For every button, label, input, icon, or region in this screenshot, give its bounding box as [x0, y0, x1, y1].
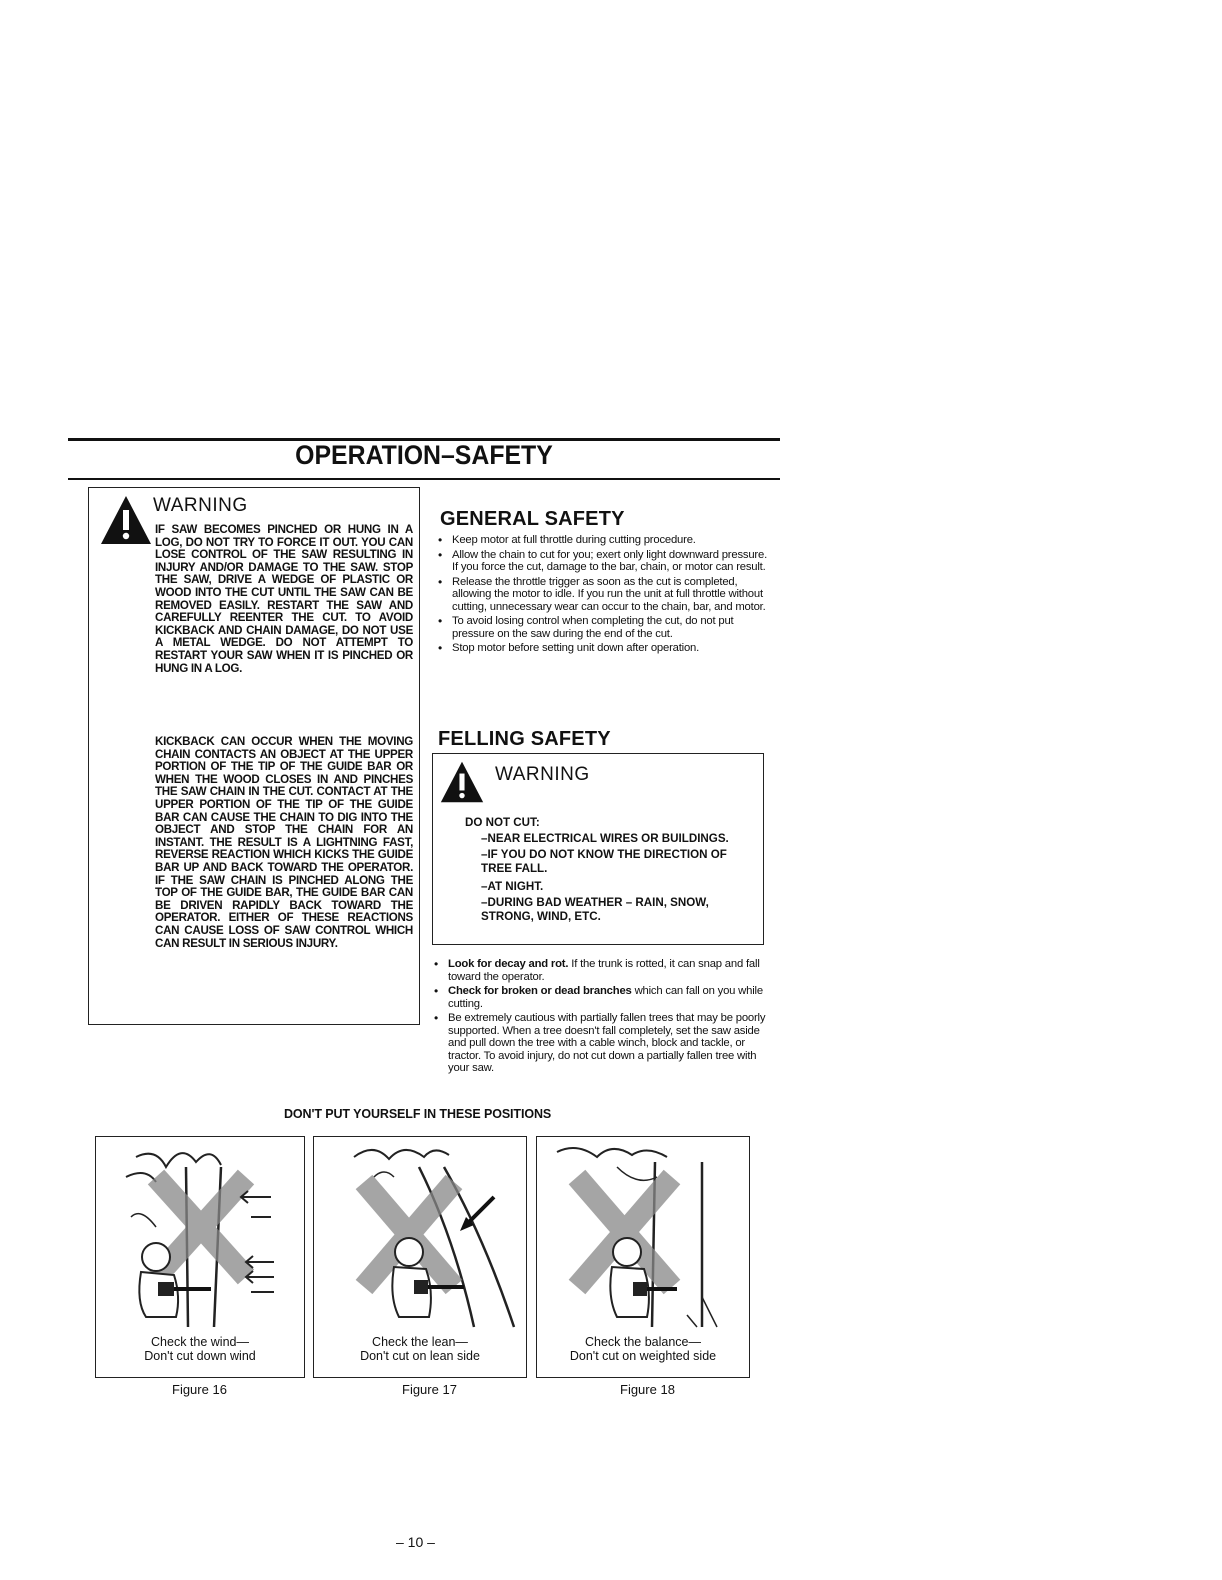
tree-lean-illustration [314, 1137, 526, 1333]
felling-warning-box [432, 753, 764, 945]
list-item: • Keep motor at full throttle during cutting procedure. [436, 534, 772, 547]
list-item: • Be extremely cautious with partially fallen trees that may be poorly supported. When a tree doesn't fall completely, set the saw aside and pull down the tree with a cable winch, block and tackle, or tractor. To avoid injury, do not cut down a partially fallen tree with your saw. [432, 1012, 772, 1075]
caption-line: Don't cut down wind [144, 1349, 256, 1363]
figure-18-caption [537, 1335, 749, 1363]
figure-17-caption [314, 1335, 526, 1363]
page-title: OPERATION–SAFETY [295, 440, 553, 470]
warning-box [88, 487, 420, 1025]
warning-paragraph-pinched: IF SAW BECOMES PINCHED OR HUNG IN A LOG, DO NOT TRY TO FORCE IT OUT. YOU CAN LOSE CONTROL OF THE SAW RESULTING IN INJURY AND/OR DAMAGE TO THE SAW. STOP THE SAW, DRIVE A WEDGE OF PLASTIC OR WOOD INTO THE CUT UNTIL THE SAW CAN BE REMOVED EASILY. RESTART THE SAW AND CAREFULLY REENTER THE CUT. TO AVOID KICKBACK AND CHAIN DAMAGE, DO NOT USE A METAL WEDGE. DO NOT ATTEMPT TO RESTART YOUR SAW WHEN IT IS PINCHED OR HUNG IN A LOG. [155, 523, 413, 675]
warning-heading: WARNING [153, 495, 248, 516]
page-number: – 10 – [396, 1534, 435, 1550]
warning-triangle-icon [99, 494, 153, 546]
do-not-cut-item: –DURING BAD WEATHER – RAIN, SNOW, STRONG, WIND, ETC. [481, 896, 709, 923]
tree-wind-illustration [96, 1137, 304, 1333]
caption-line: Don't cut on lean side [360, 1349, 480, 1363]
list-item: • Look for decay and rot. If the trunk is rotted, it can snap and fall toward the operator. [432, 958, 772, 983]
caption-line: Check the balance— [584, 1335, 702, 1349]
figure-18-panel [536, 1136, 750, 1378]
figure-16-panel [95, 1136, 305, 1378]
list-item: • Check for broken or dead branches which can fall on you while cutting. [432, 985, 772, 1010]
figure-17-label: Figure 17 [402, 1382, 457, 1397]
figure-17-panel [313, 1136, 527, 1378]
felling-safety-list [432, 958, 772, 1077]
general-safety-heading: GENERAL SAFETY [440, 508, 625, 530]
title-underline [68, 478, 780, 480]
list-item: • To avoid losing control when completing the cut, do not put pressure on the saw during the end of the cut. [436, 615, 772, 640]
do-not-cut-item: –NEAR ELECTRICAL WIRES OR BUILDINGS. [481, 832, 729, 845]
tree-balance-illustration [537, 1137, 749, 1333]
warning-paragraph-kickback: KICKBACK CAN OCCUR WHEN THE MOVING CHAIN CONTACTS AN OBJECT AT THE UPPER PORTION OF THE TIP OF THE GUIDE BAR OR WHEN THE WOOD CLOSES IN AND PINCHES THE SAW CHAIN IN THE CUT. CONTACT AT THE UPPER PORTION OF THE TIP OF THE GUIDE BAR CAN CAUSE THE CHAIN TO DIG INTO THE OBJECT AND STOP THE CHAIN FOR AN INSTANT. THE RESULT IS A LIGHTNING FAST, REVERSE REACTION WHICH KICKS THE GUIDE BAR UP AND BACK TOWARD THE OPERATOR. IF THE SAW CHAIN IS PINCHED ALONG THE TOP OF THE GUIDE BAR, THE GUIDE BAR CAN BE DRIVEN RAPIDLY BACK TOWARD THE OPERATOR. EITHER OF THESE REACTIONS CAN CAUSE LOSS OF SAW CONTROL WHICH CAN RESULT IN SERIOUS INJURY. [155, 735, 413, 950]
felling-warning-heading: WARNING [495, 764, 590, 785]
figure-16-caption [96, 1335, 304, 1363]
caption-line: Check the wind— [151, 1335, 249, 1349]
do-not-cut-item: –AT NIGHT. [481, 880, 544, 893]
list-item: • Release the throttle trigger as soon as the cut is completed, allowing the motor to idle. If you run the unit at full throttle without cutting, unnecessary wear can occur to the chain, bar, and motor. [436, 576, 772, 614]
figure-16-label: Figure 16 [172, 1382, 227, 1397]
list-item: • Allow the chain to cut for you; exert only light downward pressure. If you force the cut, damage to the bar, chain, or motor can result. [436, 549, 772, 574]
warning-triangle-icon [439, 760, 485, 804]
general-safety-list [436, 534, 772, 657]
list-item: • Stop motor before setting unit down after operation. [436, 642, 772, 655]
do-not-cut-item: –IF YOU DO NOT KNOW THE DIRECTION OF TREE FALL. [481, 848, 727, 875]
felling-safety-heading: FELLING SAFETY [438, 728, 611, 750]
caption-line: Don't cut on weighted side [569, 1349, 717, 1363]
do-not-cut-label: DO NOT CUT: [465, 816, 540, 829]
caption-line: Check the lean— [372, 1335, 468, 1349]
figure-18-label: Figure 18 [620, 1382, 675, 1397]
positions-heading: DON'T PUT YOURSELF IN THESE POSITIONS [284, 1107, 552, 1121]
